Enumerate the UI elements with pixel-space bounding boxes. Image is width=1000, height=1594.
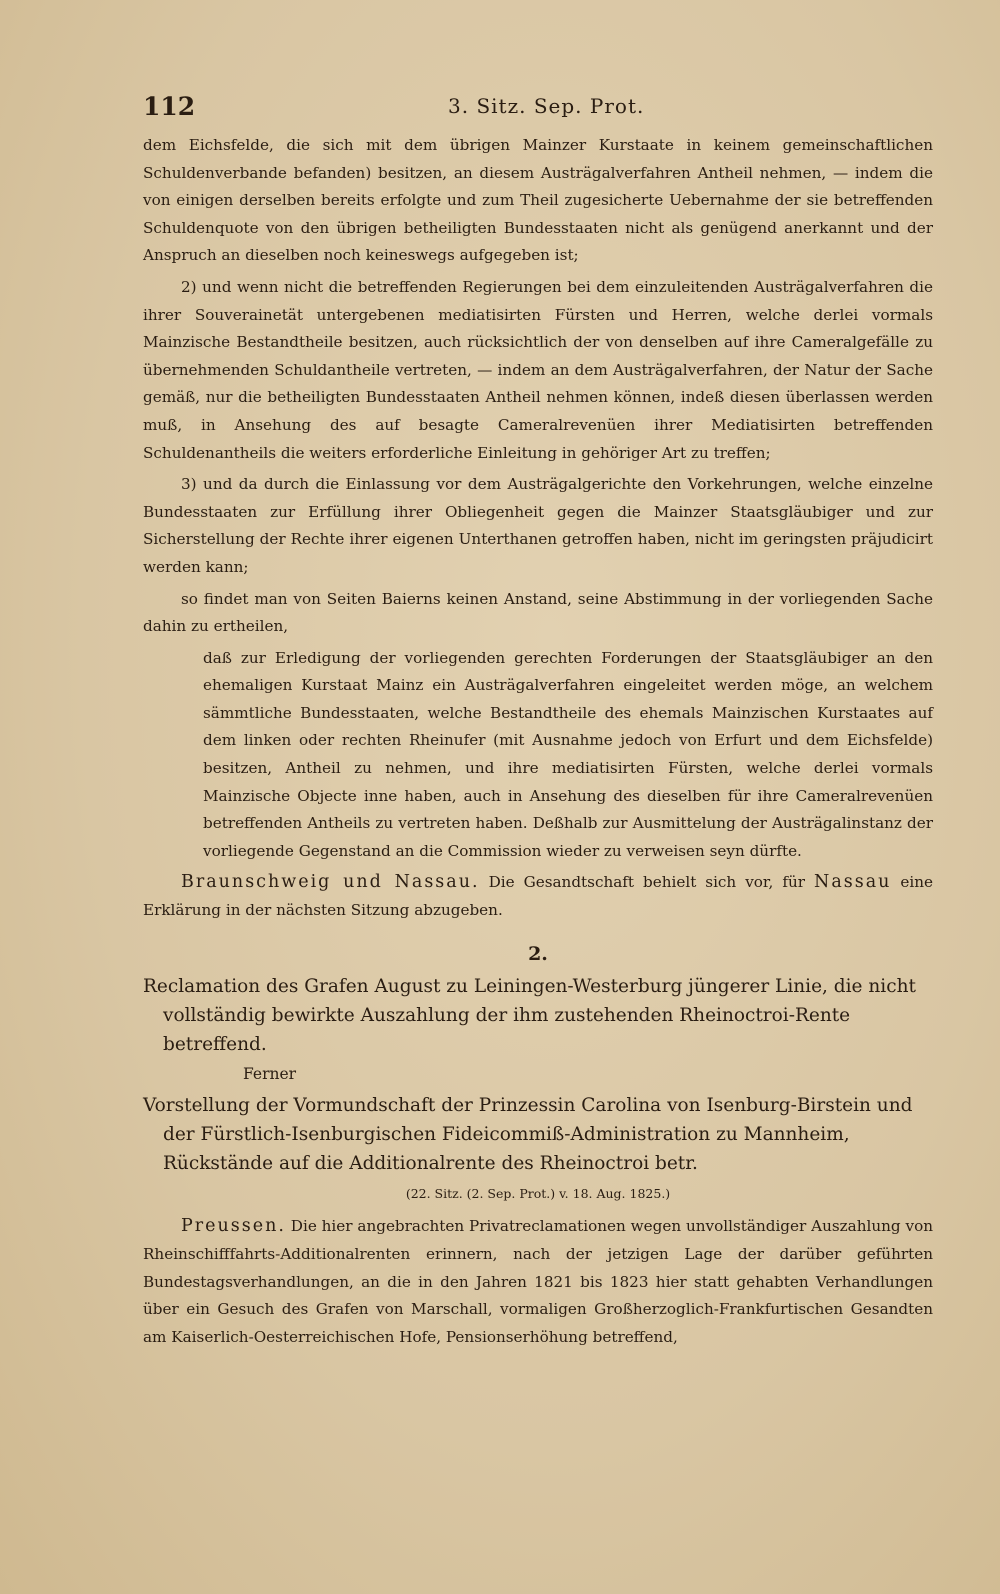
braunschweig-rest: eine Erklärung in der nächsten Sitzung abzugeben. — [143, 873, 934, 920]
paragraph-point-2: 2) und wenn nicht die betreffenden Regierungen bei dem einzuleitenden Austrägalverfahren die ihrer Souverainetät untergebenen mediatisirten Fürsten und Herren, welche derlei vormals Mainzische Bestandtheile besitzen, auch rücksichtlich der von denselben auf ihre Cameralgefälle zu übernehmenden Schuldantheile vertreten, — indem an dem Austrägalverfahren, der Natur der Sache gemäß, nur die betheiligten Bundesstaaten Antheil nehmen können, indeß diesen überlassen werden muß, in Ansehung des auf besagte Cameralrevenüen ihrer Mediatisirten betreffenden Schuldenantheils die weiters erforderliche Einleitung in gehöriger Art zu treffen; — [143, 277, 933, 462]
paragraph-continuation: dem Eichsfelde, die sich mit dem übrigen Mainzer Kurstaate in keinem gemeinschaftlichen Schuldenverbande befanden) besitzen, an diesem Austrägalverfahren Antheil nehmen, — indem die von einigen derselben bereits erfolgte und zum Theil zugesicherte Uebernahme der sie betreffenden Schuldenquote von den übrigen betheiligten Bundesstaaten nicht als genügend anerkannt und der Anspruch an dieselben noch keineswegs aufgegeben ist; — [143, 136, 933, 265]
page-body — [143, 132, 933, 1351]
paragraph-vote-intro: so findet man von Seiten Baierns keinen Anstand, seine Abstimmung in der vorliegenden Sache dahin zu ertheilen, — [143, 589, 933, 636]
paragraph-point-3: 3) und da durch die Einlassung vor dem Austrägalgerichte den Vorkehrungen, welche einzelne Bundesstaaten zur Erfüllung ihrer Obliegenheit gegen die Mainzer Staatsgläubiger und zur Sicherstellung der Rechte ihrer eigenen Unterthanen getroffen haben, nicht im geringsten präjudicirt werden kann; — [143, 475, 933, 576]
page-number: 112 — [143, 92, 196, 121]
section-ferner: Ferner — [243, 1065, 297, 1084]
paragraph-preussen — [143, 1213, 933, 1351]
speaker-preussen: Preussen. — [181, 1216, 286, 1237]
nassau-name: Nassau — [814, 872, 892, 893]
paragraph-braunschweig — [143, 869, 933, 924]
section-heading-reclamation: Reclamation des Grafen August zu Leiningen-Westerburg jüngerer Linie, die nicht vollständig bewirkte Auszahlung der ihm zustehenden Rheinoctroi-Rente betreffend. — [143, 976, 916, 1056]
running-title: 3. Sitz. Sep. Prot. — [448, 94, 645, 118]
speaker-braunschweig-nassau: Braunschweig und Nassau. — [181, 872, 480, 893]
section-heading-vorstellung: Vorstellung der Vormundschaft der Prinzessin Carolina von Isenburg-Birstein und der Fürstlich-Isenburgischen Fideicommiß-Administration zu Mannheim, Rückstände auf die Additionalrente des Rheinoctroi betr. — [143, 1094, 913, 1174]
section-citation: (22. Sitz. (2. Sep. Prot.) v. 18. Aug. 1825.) — [405, 1185, 671, 1201]
braunschweig-text: Die Gesandtschaft behielt sich vor, für — [488, 873, 805, 892]
section-number: 2. — [528, 942, 548, 965]
preussen-text: Die hier angebrachten Privatreclamationen wegen unvollständiger Auszahlung von Rheinschifffahrts-Additionalrenten erinnern, nach der jetzigen Lage der darüber geführten Bundestagsverhandlungen, an die in den Jahren 1821 bis 1823 hier statt gehabten Verhandlungen über ein Gesuch des Grafen von Marschall, vormaligen Großherzoglich-Frankfurtischen Gesandten am Kaiserlich-Oesterreichischen Hofe, Pensionserhöhung betreffend, — [143, 1217, 934, 1346]
page-header — [143, 92, 933, 128]
paragraph-vote-quote: daß zur Erledigung der vorliegenden gerechten Forderungen der Staatsgläubiger an den ehemaligen Kurstaat Mainz ein Austrägalverfahren eingeleitet werden möge, an welchem sämmtliche Bundesstaaten, welche Bestandtheile des ehemals Mainzischen Kurstaates auf dem linken oder rechten Rheinufer (mit Ausnahme jedoch von Erfurt und dem Eichsfelde) besitzen, Antheil zu nehmen, und ihre mediatisirten Fürsten, welche derlei vormals Mainzische Objecte inne haben, auch in Ansehung des dieselben für ihre Cameralrevenüen betreffenden Antheils zu vertreten haben. Deßhalb zur Ausmittelung der Austrägalinstanz der vorliegende Gegenstand an die Commission wieder zu verweisen seyn dürfte. — [203, 648, 933, 860]
